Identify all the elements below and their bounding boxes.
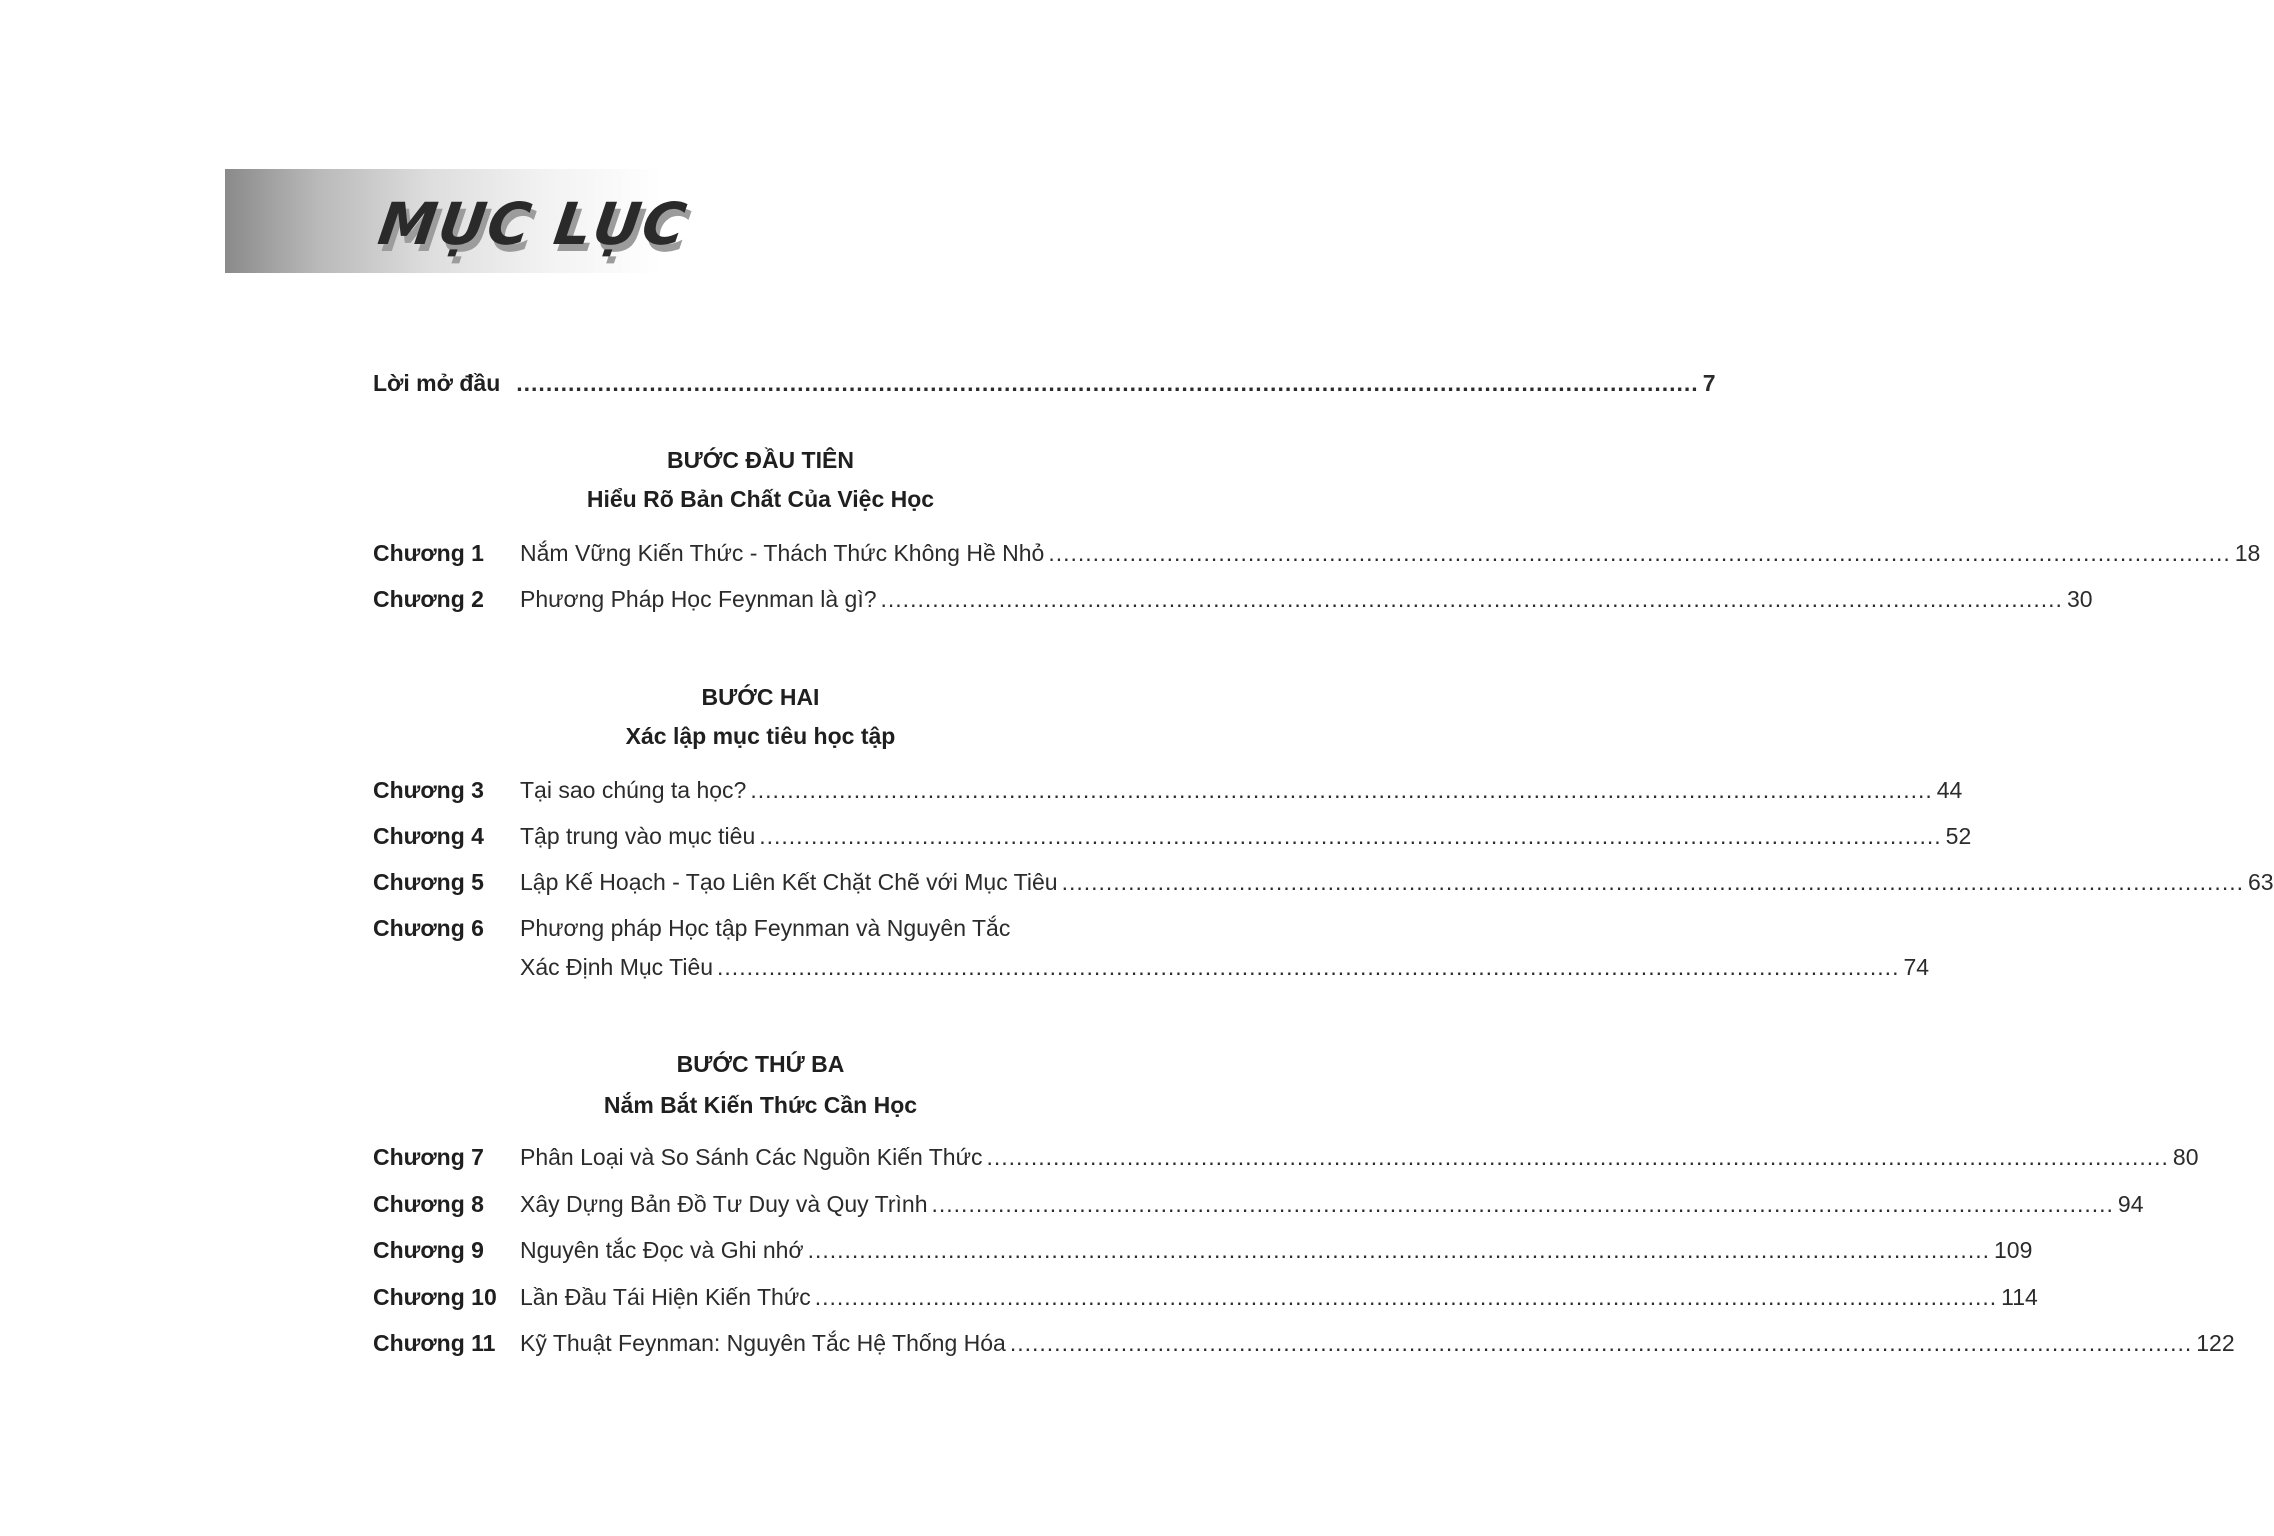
part-3-step: BƯỚC THỨ BA [676, 1051, 845, 1077]
chapter-label: Chương 1 [373, 540, 484, 566]
part-3-subtitle: Nắm Bắt Kiến Thức Cần Học [603, 1092, 918, 1118]
chapter-label: Chương 11 [373, 1330, 496, 1356]
dot-leader [717, 952, 1899, 982]
dot-leader [932, 1189, 2114, 1219]
chapter-title: Phương Pháp Học Feynman là gì? [520, 586, 877, 612]
toc-chapter-3[interactable] [373, 775, 1963, 805]
part-2-step: BƯỚC HAI [701, 684, 820, 710]
dot-leader [1048, 538, 2230, 568]
toc-chapter-5[interactable] [373, 867, 2274, 897]
chapter-title: Xây Dựng Bản Đồ Tư Duy và Quy Trình [520, 1191, 928, 1217]
chapter-page-number: 109 [1993, 1237, 2033, 1263]
toc-chapter-6[interactable] [373, 913, 1930, 983]
chapter-page-number: 30 [2066, 586, 2093, 612]
chapter-title: Lập Kế Hoạch - Tạo Liên Kết Chặt Chẽ với Mục Tiêu [520, 869, 1058, 895]
dot-leader [1062, 867, 2244, 897]
chapter-label: Chương 9 [373, 1237, 484, 1263]
chapter-label: Chương 8 [373, 1191, 484, 1217]
dot-leader [987, 1142, 2169, 1172]
chapter-label: Chương 5 [373, 869, 484, 895]
chapter-title: Nguyên tắc Đọc và Ghi nhớ [520, 1237, 804, 1263]
dot-leader [759, 821, 1941, 851]
chapter-title: Kỹ Thuật Feynman: Nguyên Tắc Hệ Thống Hóa [520, 1330, 1006, 1356]
toc-chapter-2[interactable] [373, 584, 2093, 614]
chapter-title: Lần Đầu Tái Hiện Kiến Thức [520, 1284, 811, 1310]
part-2-subtitle: Xác lập mục tiêu học tập [625, 723, 896, 749]
chapter-page-number: 63 [2247, 869, 2274, 895]
page-title: MỤC LỤC [374, 190, 693, 258]
toc-chapter-4[interactable] [373, 821, 1972, 851]
part-1-step: BƯỚC ĐẦU TIÊN [667, 447, 854, 473]
dot-leader [815, 1282, 1997, 1312]
chapter-label: Chương 3 [373, 777, 484, 803]
chapter-label: Chương 6 [373, 915, 484, 941]
intro-page-number: 7 [1702, 370, 1716, 396]
intro-label: Lời mở đầu [373, 370, 501, 396]
dot-leader [516, 368, 1698, 398]
chapter-title: Nắm Vững Kiến Thức - Thách Thức Không Hề Nhỏ [520, 540, 1045, 566]
toc-chapter-11[interactable] [373, 1328, 2235, 1358]
dot-leader [808, 1235, 1990, 1265]
dot-leader [750, 775, 1932, 805]
chapter-title-continued: Xác Định Mục Tiêu [520, 954, 714, 980]
chapter-page-number: 44 [1936, 777, 1963, 803]
chapter-page-number: 18 [2234, 540, 2261, 566]
chapter-label: Chương 10 [373, 1284, 497, 1310]
chapter-label: Chương 2 [373, 586, 484, 612]
toc-chapter-1[interactable] [373, 538, 2261, 568]
part-1-subtitle: Hiểu Rõ Bản Chất Của Việc Học [586, 486, 935, 512]
chapter-title: Phương pháp Học tập Feynman và Nguyên Tắc [520, 915, 1011, 941]
chapter-title: Tập trung vào mục tiêu [520, 823, 756, 849]
toc-chapter-7[interactable] [373, 1142, 2199, 1172]
toc-chapter-9[interactable] [373, 1235, 2033, 1265]
toc-chapter-8[interactable] [373, 1189, 2144, 1219]
toc-chapter-10[interactable] [373, 1282, 2038, 1312]
chapter-page-number: 122 [2196, 1330, 2235, 1356]
chapter-page-number: 80 [2172, 1144, 2199, 1170]
chapter-page-number: 94 [2117, 1191, 2144, 1217]
toc-intro-entry[interactable] [373, 368, 1716, 398]
chapter-title: Tại sao chúng ta học? [520, 777, 747, 803]
dot-leader [881, 584, 2063, 614]
chapter-title: Phân Loại và So Sánh Các Nguồn Kiến Thức [520, 1144, 983, 1170]
chapter-label: Chương 7 [373, 1144, 484, 1170]
chapter-page-number: 114 [2001, 1284, 2038, 1310]
chapter-label: Chương 4 [373, 823, 484, 849]
chapter-page-number: 52 [1945, 823, 1972, 849]
dot-leader [1010, 1328, 2192, 1358]
chapter-page-number: 74 [1903, 954, 1930, 980]
